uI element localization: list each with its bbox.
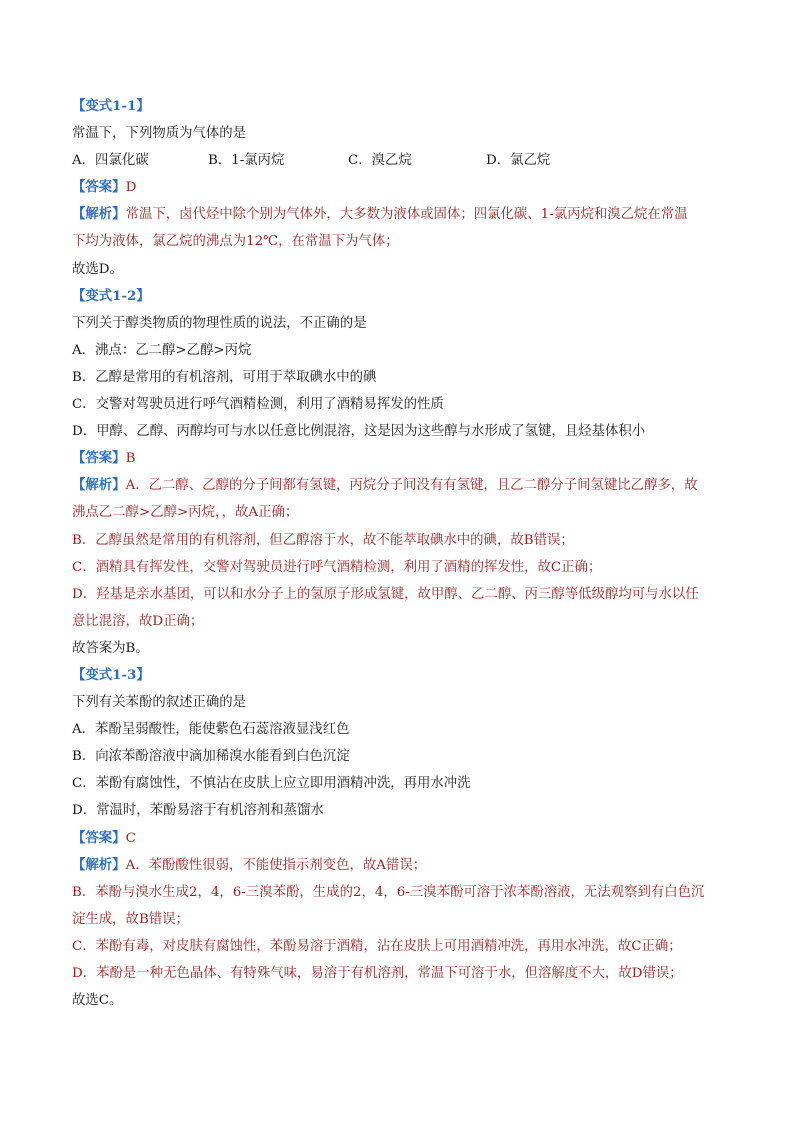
analysis-line: D．羟基是亲水基团，可以和水分子上的氢原子形成氢键，故甲醇、乙二醇、丙三醇等低级醇均可与水以任	[72, 586, 699, 602]
variant-tag-1-3: 【变式1-3】	[72, 666, 150, 683]
answer-line-1-1	[72, 174, 732, 201]
analysis-tag: 【解析】	[72, 206, 126, 223]
analysis-line: 故答案为B。	[72, 640, 149, 656]
analysis-line	[72, 472, 732, 499]
option-a: A．苯酚呈弱酸性，能使紫色石蕊溶液显浅红色	[72, 722, 350, 738]
analysis-line: 下均为液体，氯乙烷的沸点为12℃，在常温下为气体；	[72, 234, 399, 250]
analysis-text: 常温下，卤代烃中除个别为气体外，大多数为液体或固体；四氯化碳、1-氯丙烷和溴乙烷在常温	[125, 207, 688, 223]
question-stem-1-1: 常温下，下列物质为气体的是	[72, 126, 247, 142]
option-b: B．向浓苯酚溶液中滴加稀溴水能看到白色沉淀	[72, 749, 350, 765]
option-d: D．常温时，苯酚易溶于有机溶剂和蒸馏水	[72, 803, 324, 819]
answer-line-1-3	[72, 825, 732, 852]
analysis-line: D．苯酚是一种无色晶体、有特殊气味，易溶于有机溶剂，常温下可溶于水，但溶解度不大，故D错误；	[72, 966, 683, 981]
option-d: D．甲醇、乙醇、丙醇均可与水以任意比例混溶，这是因为这些醇与水形成了氢键，且烃基体积小	[72, 424, 646, 440]
analysis-line: 意比混溶，故D正确；	[72, 613, 204, 629]
question-stem-1-3: 下列有关苯酚的叙述正确的是	[72, 695, 247, 711]
analysis-text: A．乙二醇、乙醇的分子间都有氢键，丙烷分子间没有有氢键，且乙二醇分子间氢键比乙醇多，故	[125, 478, 698, 494]
variant-tag-1-1: 【变式1-1】	[72, 98, 150, 114]
answer-tag: 【答案】	[72, 829, 126, 846]
analysis-line: 故选D。	[72, 261, 123, 277]
analysis-line: B．苯酚与溴水生成2，4，6-三溴苯酚，生成的2，4，6-三溴苯酚可溶于浓苯酚溶液，无法观察到有白色沉	[72, 884, 705, 900]
document-body	[72, 93, 732, 1014]
options-row-1-1	[72, 147, 732, 174]
option-a: A．沸点：乙二醇>乙醇>丙烷	[72, 342, 252, 358]
analysis-line: C．酒精具有挥发性，交警对驾驶员进行呼气酒精检测，利用了酒精的挥发性，故C正确；	[72, 559, 602, 575]
option-c: C．苯酚有腐蚀性，不慎沾在皮肤上应立即用酒精冲洗，再用水冲洗	[72, 776, 471, 792]
analysis-line: 沸点乙二醇>乙醇>丙烷，，故A正确；	[72, 505, 299, 521]
option-c: C．溴乙烷	[348, 153, 412, 169]
answer-value: C	[125, 830, 136, 846]
option-a: A．四氯化碳	[72, 153, 149, 169]
answer-value: D	[125, 180, 137, 196]
analysis-text: A．苯酚酸性很弱，不能使指示剂变色，故A错误；	[125, 857, 427, 873]
option-b: B．乙醇是常用的有机溶剂，可用于萃取碘水中的碘	[72, 369, 377, 385]
answer-tag: 【答案】	[72, 179, 126, 196]
analysis-line: C．苯酚有毒，对皮肤有腐蚀性，苯酚易溶于酒精，沾在皮肤上可用酒精冲洗，再用水冲洗，故C正确；	[72, 938, 682, 954]
analysis-line: 故选C。	[72, 993, 123, 1009]
option-c: C．交警对驾驶员进行呼气酒精检测，利用了酒精易挥发的性质	[72, 397, 444, 413]
answer-tag: 【答案】	[72, 450, 126, 467]
answer-line-1-2	[72, 445, 732, 472]
answer-value: B	[125, 451, 136, 467]
question-stem-1-2: 下列关于醇类物质的物理性质的说法，不正确的是	[72, 315, 367, 331]
variant-tag-1-2: 【变式1-2】	[72, 287, 150, 304]
option-d: D．氯乙烷	[486, 153, 551, 169]
analysis-line: 淀生成，故B错误；	[72, 911, 189, 927]
analysis-tag: 【解析】	[72, 477, 126, 494]
option-b: B．1-氯丙烷	[208, 153, 285, 169]
analysis-line	[72, 201, 732, 228]
analysis-line	[72, 852, 732, 879]
analysis-tag: 【解析】	[72, 856, 126, 873]
analysis-line: B．乙醇虽然是常用的有机溶剂，但乙醇溶于水，故不能萃取碘水中的碘，故B错误；	[72, 532, 574, 548]
